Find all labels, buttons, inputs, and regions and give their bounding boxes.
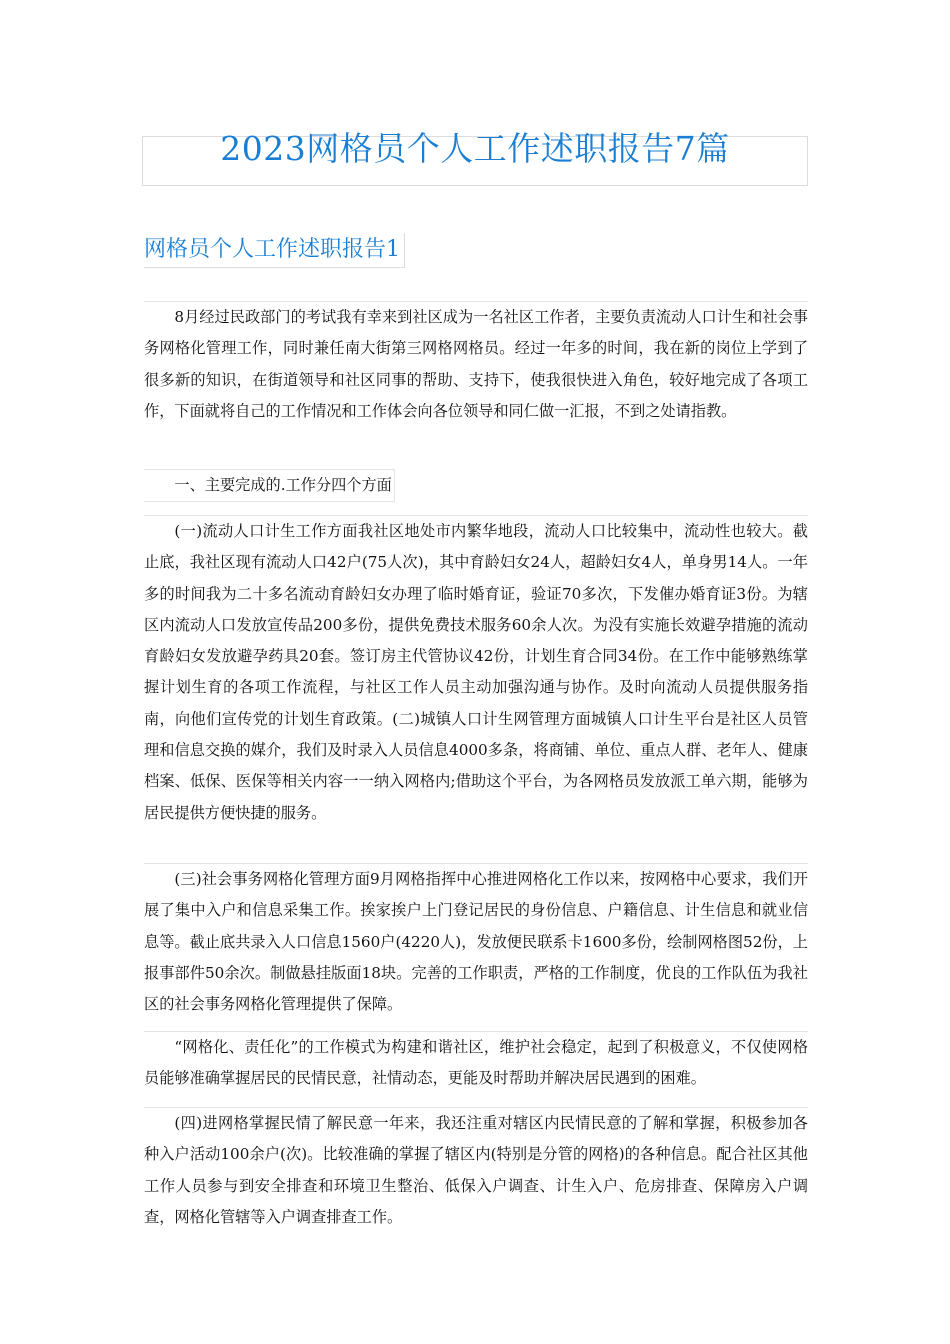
paragraph-intro: 8月经过民政部门的考试我有幸来到社区成为一名社区工作者，主要负责流动人口计生和社会事务网格化管理工作，同时兼任南大街第三网格网格员。经过一年多的时间，我在新的岗位上学到了很多新的知识，在街道领导和社区同事的帮助、支持下，使我很快进入角色，较好地完成了各项工作，下面就将自己的工作情况和工作体会向各位领导和同仁做一汇报，不到之处请指教。	[144, 301, 808, 427]
paragraph-section-three: (三)社会事务网格化管理方面9月网格指挥中心推进网格化工作以来，按网格中心要求，我们开展了集中入户和信息采集工作。挨家挨户上门登记居民的身份信息、户籍信息、计生信息和就业信息等。截止底共录入人口信息1560户(4220人)，发放便民联系卡1600多份，绘制网格图52份，上报事部件50余次。制做悬挂版面18块。完善的工作职责，严格的工作制度，优良的工作队伍为我社区的社会事务网格化管理提供了保障。	[144, 863, 808, 1020]
paragraph-section-four: (四)进网格掌握民情了解民意一年来，我还注重对辖区内民情民意的了解和掌握，积极参加各种入户活动100余户(次)。比较准确的掌握了辖区内(特别是分管的网格)的各种信息。配合社区其他工作人员参与到安全排查和环境卫生整治、低保入户调查、计生入户、危房排查、保障房入户调查，网格化管辖等入户调查排查工作。	[144, 1107, 808, 1233]
paragraph-outline: 一、主要完成的.工作分四个方面	[144, 469, 395, 502]
paragraph-grid-model: “网格化、责任化”的工作模式为构建和谐社区，维护社会稳定，起到了积极意义，不仅使网格员能够准确掌握居民的民情民意，社情动态，更能及时帮助并解决居民遇到的困难。	[144, 1031, 808, 1095]
document-title: 2023网格员个人工作述职报告7篇	[220, 129, 730, 168]
section-heading: 网格员个人工作述职报告1	[144, 233, 405, 268]
paragraph-section-one-two: (一)流动人口计生工作方面我社区地处市内繁华地段，流动人口比较集中，流动性也较大。截止底，我社区现有流动人口42户(75人次)，其中育龄妇女24人，超龄妇女4人，单身男14人。一年多的时间我为二十多名流动育龄妇女办理了临时婚育证，验证70多次，下发催办婚育证3份。为辖区内流动人口发放宣传品200多份，提供免费技术服务60余人次。为没有实施长效避孕措施的流动育龄妇女发放避孕药具20套。签订房主代管协议42份，计划生育合同34份。在工作中能够熟练掌握计划生育的各项工作流程，与社区工作人员主动加强沟通与协作。及时向流动人员提供服务指南，向他们宣传党的计划生育政策。(二)城镇人口计生网管理方面城镇人口计生平台是社区人员管理和信息交换的媒介，我们及时录入人员信息4000多条，将商铺、单位、重点人群、老年人、健康档案、低保、医保等相关内容一一纳入网格内;借助这个平台，为各网格员发放派工单六期，能够为居民提供方便快捷的服务。	[144, 515, 808, 829]
